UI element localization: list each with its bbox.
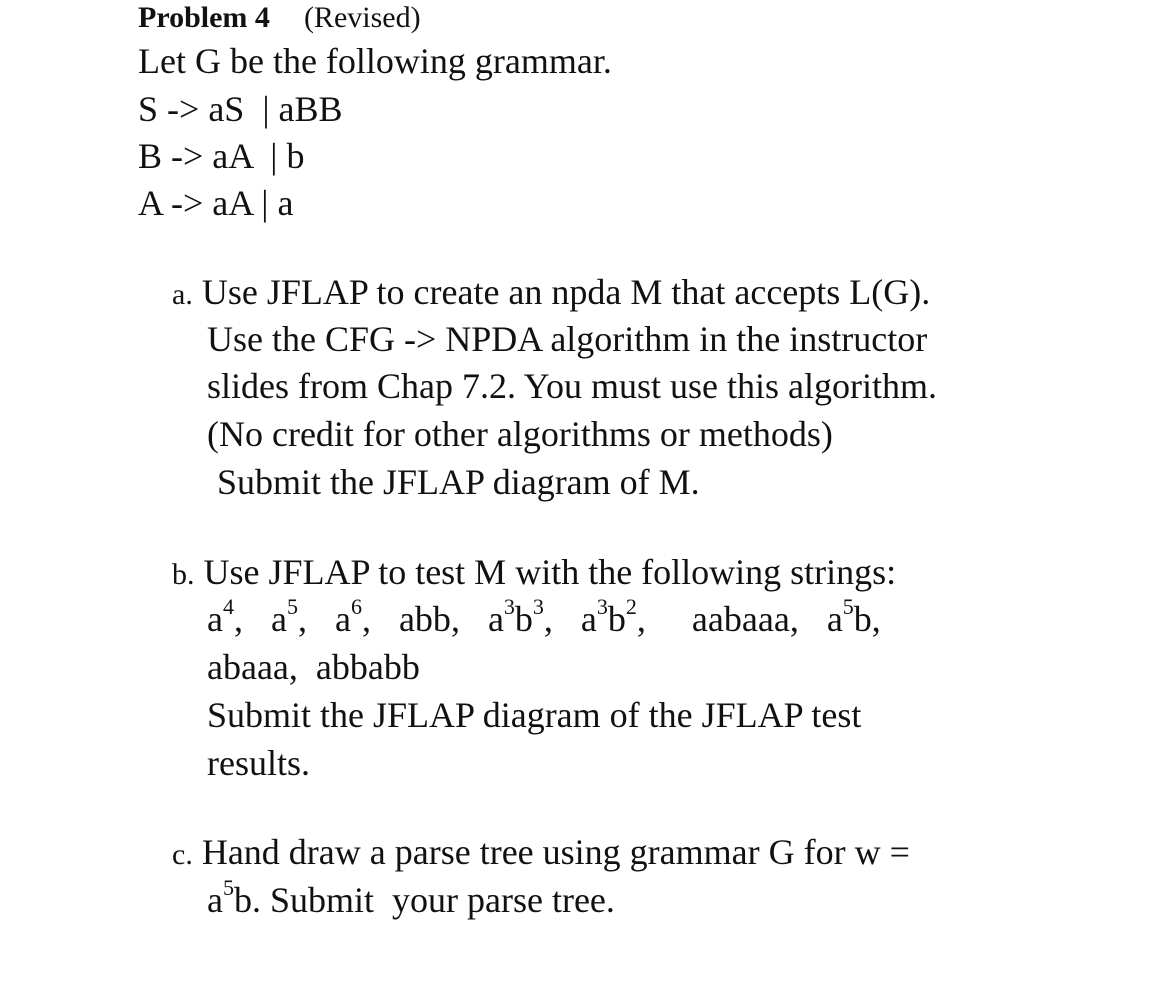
part-c-label: c. [172,838,193,871]
test-string-base: a [270,599,287,639]
test-string [334,594,371,639]
revised-note: (Revised) [303,1,421,34]
test-string-base: a [580,599,597,639]
part-c-text-2: b. Submit your parse tree. [233,880,615,920]
test-string-base: abb [398,599,451,639]
part-a-text-1: Use JFLAP to create an npda M that accepts L(G). [201,272,931,312]
part-a-label: a. [172,278,193,311]
part-a-line-5: Submit the JFLAP diagram of M. [217,462,700,502]
test-string-separator: , [450,599,460,639]
part-c-line-1 [172,830,910,877]
test-string-base: a [334,599,351,639]
part-c-text-1: Hand draw a parse tree using grammar G for w = [201,832,910,872]
test-string [207,594,243,639]
part-b-line-4: Submit the JFLAP diagram of the JFLAP test [207,695,862,735]
test-string-exponent2: 3 [532,594,544,619]
part-c-line-2 [207,875,615,922]
test-string-separator: , [297,599,307,639]
test-string [487,594,553,639]
test-string [270,594,307,639]
test-string-base: a [487,599,504,639]
part-b-label: b. [172,558,195,591]
test-string-exponent: 6 [350,594,362,619]
test-string-separator: , [233,599,243,639]
problem-title [138,0,421,36]
test-string-base2: b [514,599,533,639]
part-a-line-1 [172,270,930,317]
part-b-line-3: abaaa, abbabb [207,647,420,687]
test-string-exponent: 5 [286,594,298,619]
part-a-line-3: slides from Chap 7.2. You must use this algorithm. [207,366,938,406]
part-a-line-2: Use the CFG -> NPDA algorithm in the instructor [207,319,928,359]
test-string-base: a [826,599,843,639]
part-c-word-base: a [207,880,223,920]
test-string-separator: , [543,599,553,639]
test-string-exponent2: 2 [625,594,637,619]
test-string [692,599,799,639]
part-b-line-1 [172,550,896,597]
test-string-exponent: 5 [842,594,854,619]
intro-text: Let G be the following grammar. [138,41,612,81]
test-string-separator: , [789,599,799,639]
part-b-line-5: results. [207,743,310,783]
problem-number: Problem 4 [138,1,270,34]
grammar-rule-b: B -> aA | b [138,136,305,176]
test-string-base: aabaaa [691,599,790,639]
test-string-separator: , [636,599,646,639]
test-string [399,599,460,639]
part-c-word-exp: 5 [222,875,234,900]
test-string-separator: , [361,599,371,639]
test-string-base2: b [853,599,872,639]
test-string-base: a [207,599,223,639]
test-string-separator: , [871,599,881,639]
part-a-line-4: (No credit for other algorithms or methods) [207,414,833,454]
test-string-base2: b [607,599,626,639]
test-string-exponent: 4 [222,594,234,619]
test-strings-list [207,594,909,641]
grammar-rule-s: S -> aS | aBB [138,89,343,129]
part-b-text-1: Use JFLAP to test M with the following strings: [203,552,897,592]
test-string-exponent: 3 [503,594,515,619]
test-string-exponent: 3 [596,594,608,619]
test-string [580,594,646,639]
test-string [826,594,881,639]
grammar-rule-a: A -> aA | a [138,183,294,223]
